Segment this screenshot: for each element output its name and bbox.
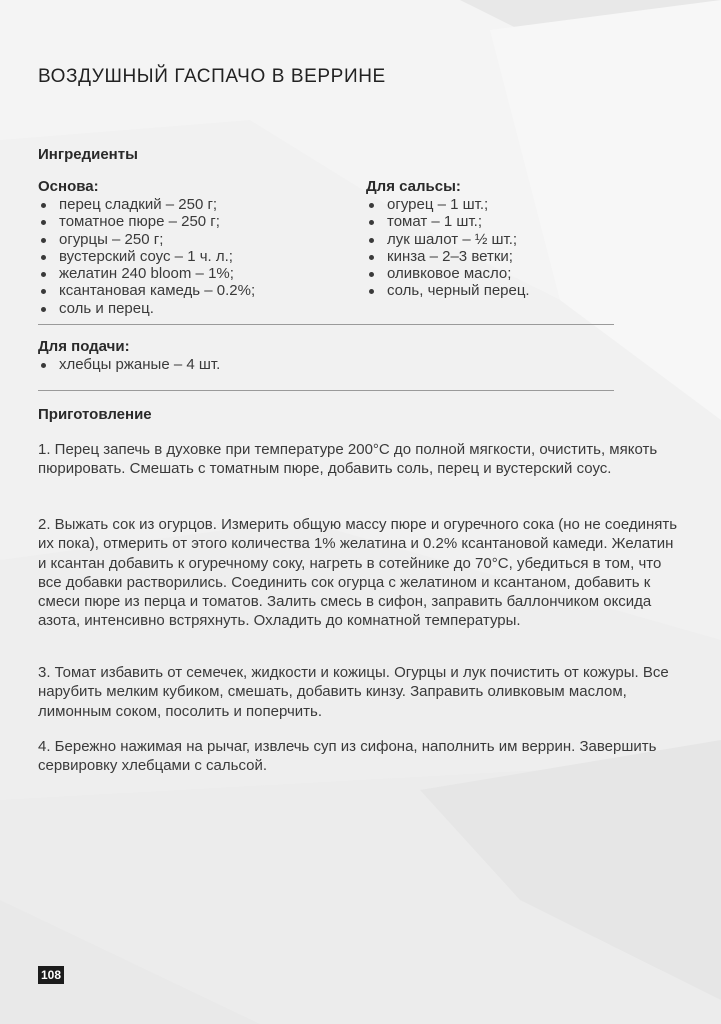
list-item: желатин 240 bloom – 1%;: [38, 265, 255, 282]
serving-ingredient-list: [38, 356, 220, 373]
serving-heading: Для подачи:: [38, 338, 130, 355]
salsa-ingredient-list: [366, 196, 530, 300]
preparation-step-1: 1. Перец запечь в духовке при температуре 200°С до полной мягкости, очистить, мякоть пюрировать. Смешать с томатным пюре, добавить соль, перец и вустерский соус.: [38, 441, 658, 478]
preparation-step-2: 2. Выжать сок из огурцов. Измерить общую массу пюре и огуречного сока (но не соединять их пока), отмерить от этого количества 1% желатина и 0.2% ксантановой камеди. Желатин и ксантан добавить к огуречному соку, нагреть в сотейнике до 70°С, убедиться в том, что все добавки растворились. Соединить сок огурца с желатином и ксантаном, добавить к смеси пюре из перца и томатов. Залить смесь в сифон, заправить баллончиком оксида азота, интенсивно встряхнуть. Охладить до комнатной температуры.: [38, 516, 678, 630]
list-item: ксантановая камедь – 0.2%;: [38, 282, 255, 299]
list-item: лук шалот – ½ шт.;: [366, 231, 530, 248]
list-item: огурцы – 250 г;: [38, 231, 255, 248]
list-item: кинза – 2–3 ветки;: [366, 248, 530, 265]
list-item: хлебцы ржаные – 4 шт.: [38, 356, 220, 373]
preparation-step-3: 3. Томат избавить от семечек, жидкости и кожицы. Огурцы и лук почистить от кожуры. Все нарубить мелким кубиком, смешать, добавить кинзу. Заправить оливковым маслом, лимонным соком, посолить и поперчить.: [38, 664, 669, 720]
list-item: перец сладкий – 250 г;: [38, 196, 255, 213]
base-heading: Основа:: [38, 178, 99, 195]
salsa-heading: Для сальсы:: [366, 178, 461, 195]
list-item: томатное пюре – 250 г;: [38, 213, 255, 230]
list-item: огурец – 1 шт.;: [366, 196, 530, 213]
list-item: соль и перец.: [38, 300, 255, 317]
list-item: вустерский соус – 1 ч. л.;: [38, 248, 255, 265]
divider: [38, 324, 614, 325]
list-item: томат – 1 шт.;: [366, 213, 530, 230]
recipe-title: ВОЗДУШНЫЙ ГАСПАЧО В ВЕРРИНЕ: [38, 66, 386, 87]
list-item: оливковое масло;: [366, 265, 530, 282]
preparation-heading: Приготовление: [38, 406, 152, 423]
base-ingredient-list: [38, 196, 255, 317]
preparation-step-4: 4. Бережно нажимая на рычаг, извлечь суп из сифона, наполнить им веррин. Завершить сервировку хлебцами с сальсой.: [38, 738, 657, 775]
ingredients-heading: Ингредиенты: [38, 146, 138, 163]
page-number-badge: 108: [38, 966, 64, 984]
list-item: соль, черный перец.: [366, 282, 530, 299]
divider: [38, 390, 614, 391]
